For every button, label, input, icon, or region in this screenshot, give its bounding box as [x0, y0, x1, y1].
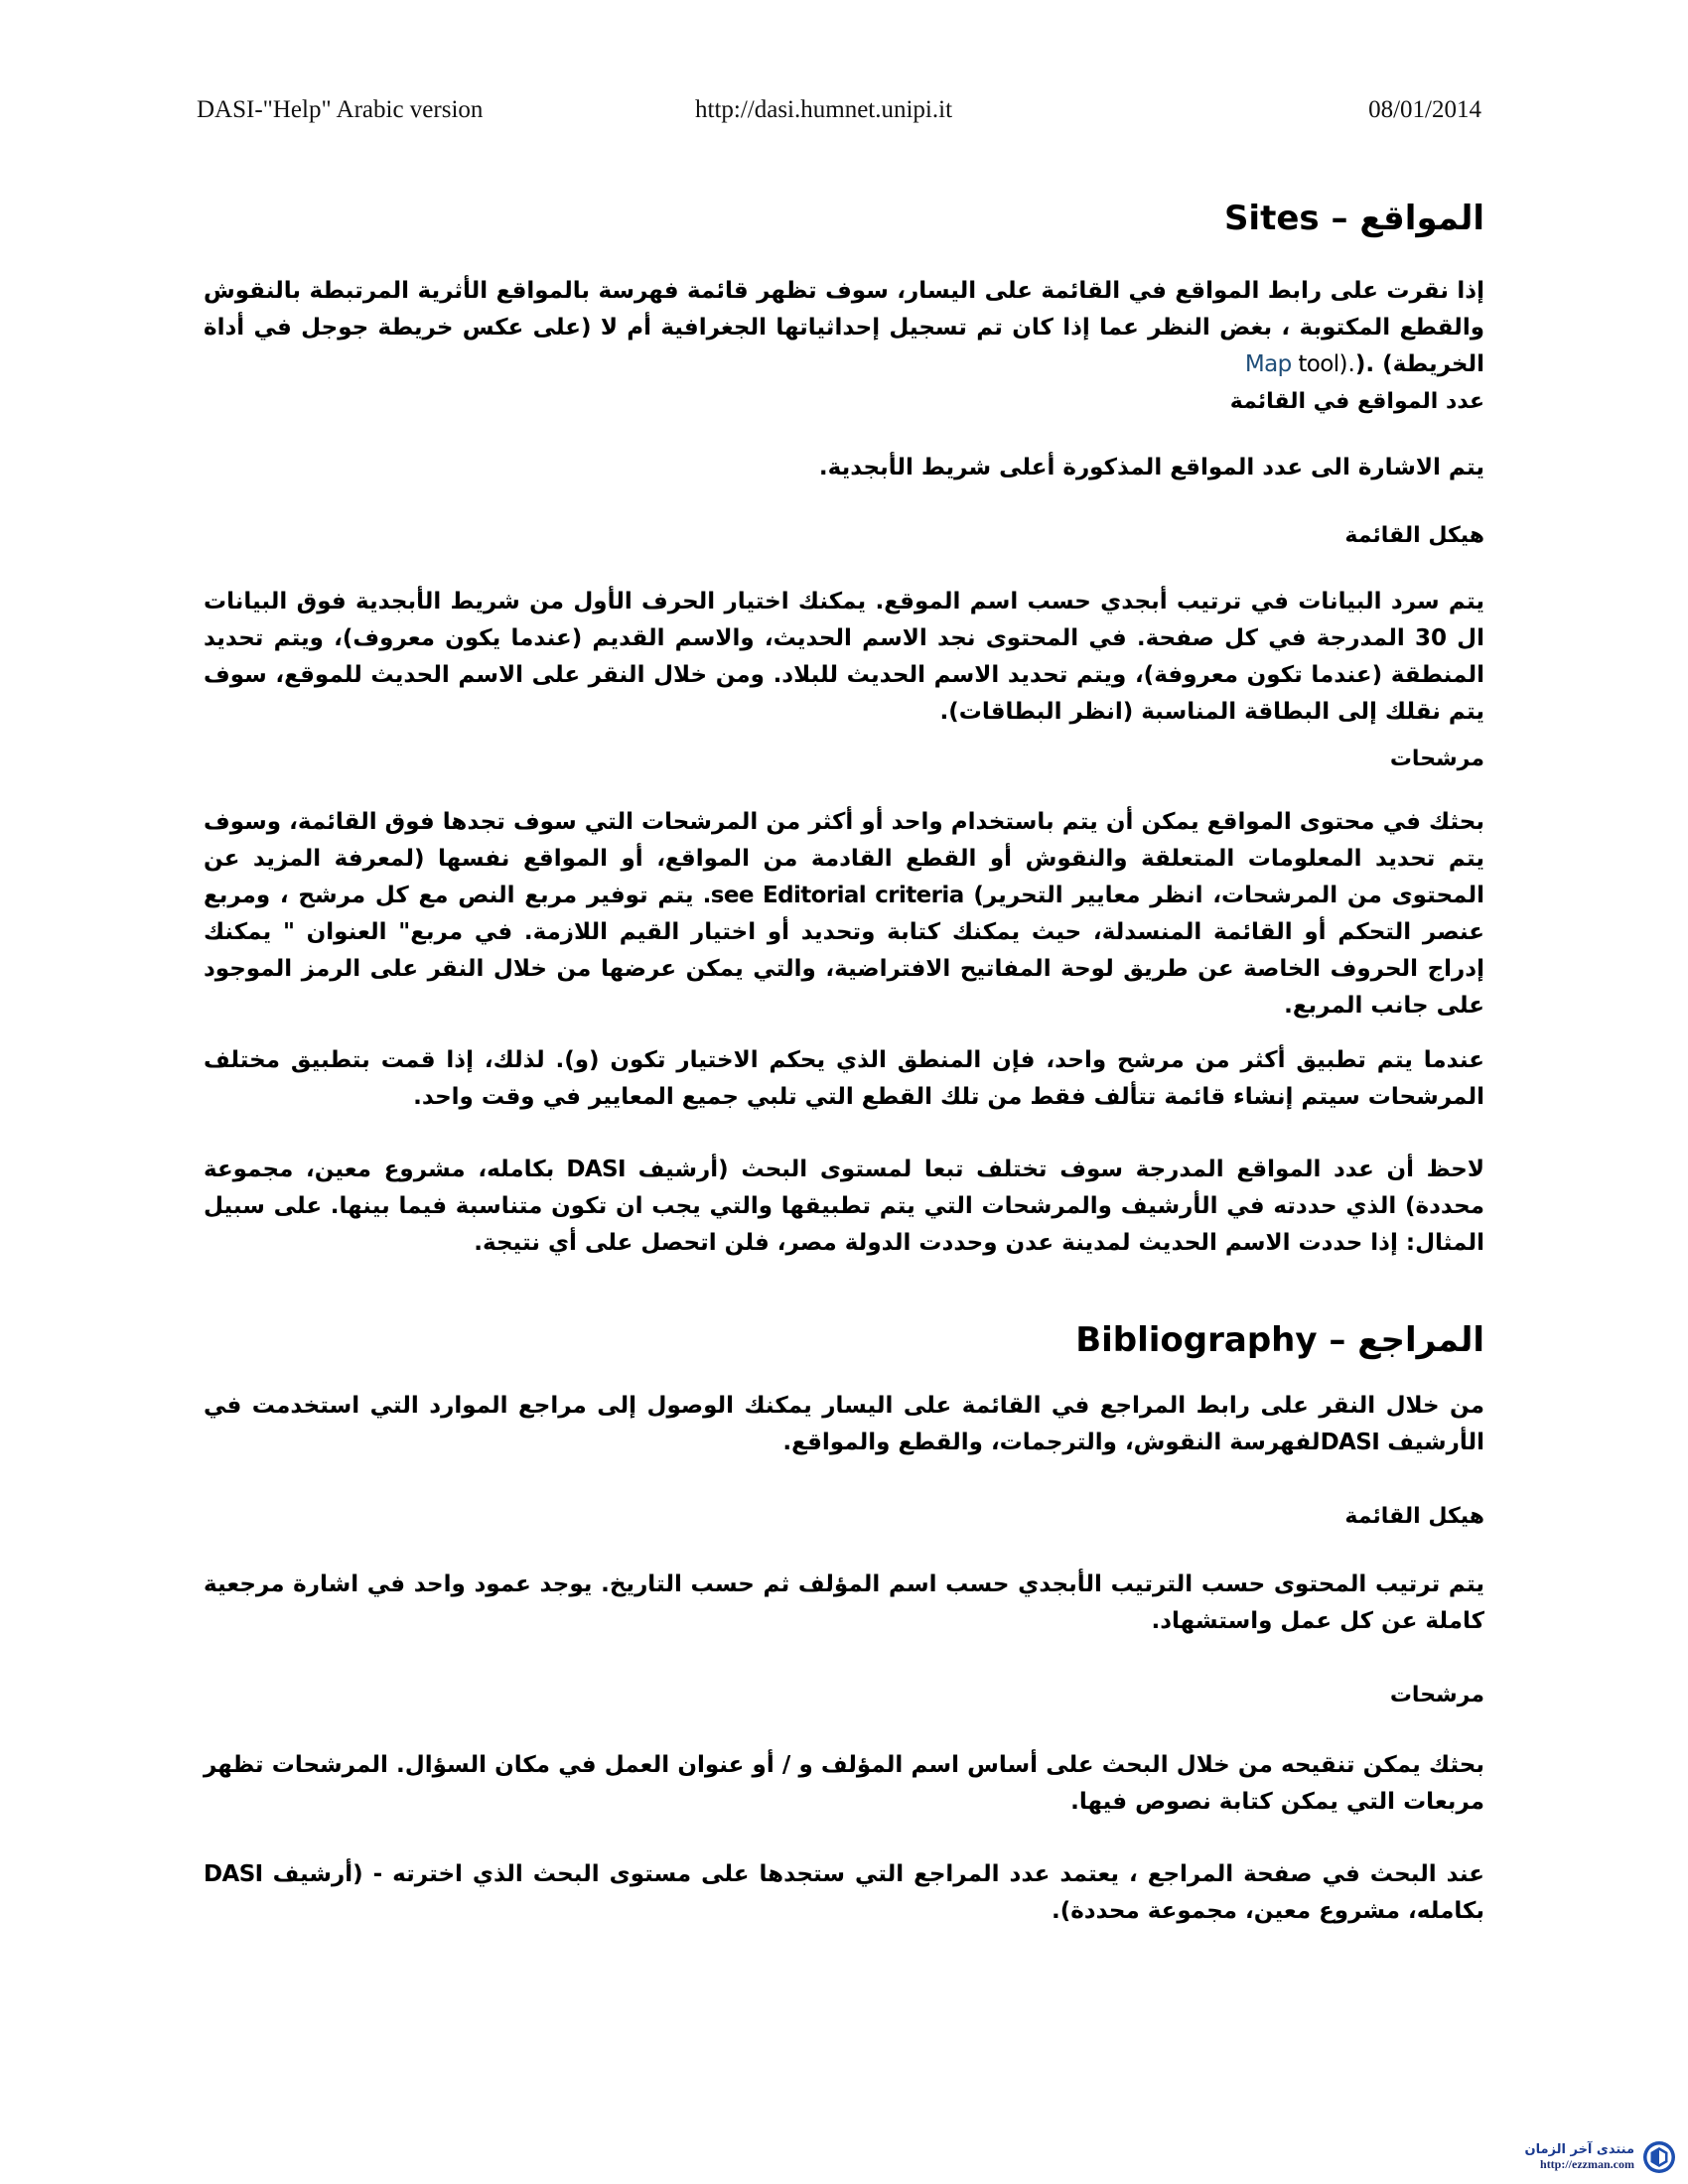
bib-filters-heading-block [204, 1676, 1484, 1715]
bib-structure-heading: هيكل القائمة [1344, 1504, 1484, 1529]
bib-filters-text-2-block [204, 1856, 1484, 1930]
bib-structure-heading-block [204, 1497, 1484, 1537]
watermark-url: http://ezzman.com [1540, 2157, 1634, 2171]
bib-filters-text-2: عند البحث في صفحة المراجع ، يعتمد عدد المراجع التي ستجدها على مستوى البحث الذي اخترته - (أرشيف DASI بكامله، مشروع معين، مجموعة محددة). [204, 1861, 1484, 1924]
bibliography-title: المراجع – Bibliography [1075, 1320, 1484, 1360]
count-heading: عدد المواقع في القائمة [1229, 389, 1484, 414]
header-doc-title: DASI-"Help" Arabic version [197, 96, 484, 123]
bibliography-section [204, 1310, 1484, 1370]
sites-intro-tail: tool). [1291, 351, 1355, 377]
sites-filters-heading-block [204, 740, 1484, 779]
sites-intro [204, 273, 1484, 383]
sites-filters-text-3-block [204, 1152, 1484, 1262]
count-text-block [204, 450, 1484, 486]
bib-filters-heading: مرشحات [1389, 1683, 1484, 1707]
hexagon-logo-icon [1642, 2140, 1676, 2174]
sites-structure-text: يتم سرد البيانات في ترتيب أبجدي حسب اسم الموقع. يمكنك اختيار الحرف الأول من شريط الأبجدية فوق البيانات ال 30 المدرجة في كل صفحة. في المحتوى نجد الاسم الحديث، والاسم القديم (عندما يكون معروف)، ويتم تحديد المنطقة (عندما تكون معروفة)، ويتم تحديد الاسم الحديث للبلاد. ومن خلال النقر على الاسم الحديث للموقع، سوف يتم نقلك إلى البطاقة المناسبة (انظر البطاقات). [204, 589, 1484, 725]
sites-structure-heading-block [204, 516, 1484, 556]
map-tool-link[interactable]: Map [1244, 351, 1292, 377]
count-heading-block [204, 382, 1484, 422]
bibliography-intro-block [204, 1388, 1484, 1461]
forum-watermark [1525, 2140, 1677, 2174]
sites-intro-text: إذا نقرت على رابط المواقع في القائمة على اليسار، سوف تظهر قائمة فهرسة بالمواقع الأثرية المرتبطة بالنقوش والقطع المكتوبة ، بغض النظر عما إذا كان تم تسجيل إحداثياتها الجغرافية أم لا (على عكس خريطة جوجل في أداة الخريطة) .( [204, 278, 1484, 377]
bib-filters-text-1-block [204, 1747, 1484, 1821]
sites-filters-text-1: بحثك في محتوى المواقع يمكن أن يتم باستخدام واحد أو أكثر من المرشحات التي سوف تجدها فوق القائمة، وسوف يتم تحديد المعلومات المتعلقة والنقوش أو القطع القادمة من المواقع، أو المواقع نفسها (لمعرفة المزيد عن المحتوى من المرشحات، انظر معايير التحرير) see Editorial criteria. يتم توفير مربع النص مع كل مرشح ، ومربع عنصر التحكم أو القائمة المنسدلة، حيث يمكنك كتابة وتحديد أو اختيار القيم اللازمة. في مربع" العنوان " يمكنك إدراج الحروف الخاصة عن طريق لوحة المفاتيح الافتراضية، والتي يمكن عرضها من خلال النقر على الرمز الموجود على جانب المربع. [204, 809, 1484, 1019]
bibliography-intro: من خلال النقر على رابط المراجع في القائمة على اليسار يمكنك الوصول إلى مراجع الموارد التي استخدمت في الأرشيف DASIلفهرسة النقوش، والترجمات، والقطع والمواقع. [204, 1393, 1484, 1455]
sites-section [204, 189, 1484, 248]
sites-filters-text-2: عندما يتم تطبيق أكثر من مرشح واحد، فإن المنطق الذي يحكم الاختيار تكون (و). لذلك، إذا قمت بتطبيق مختلف المرشحات سيتم إنشاء قائمة تتألف فقط من تلك القطع التي تلبي جميع المعايير في وقت واحد. [204, 1047, 1484, 1110]
sites-filters-heading: مرشحات [1389, 747, 1484, 771]
sites-filters-text-1-block [204, 804, 1484, 1024]
watermark-forum-name: منتدى آخر الزمان [1524, 2142, 1634, 2157]
header-url: http://dasi.humnet.unipi.it [695, 96, 953, 123]
header-date: 08/01/2014 [1368, 96, 1481, 123]
bib-structure-text-block [204, 1567, 1484, 1640]
bib-filters-text-1: بحثك يمكن تنقيحه من خلال البحث على أساس اسم المؤلف و / أو عنوان العمل في مكان السؤال. المرشحات تظهر مربعات التي يمكن كتابة نصوص فيها. [204, 1752, 1484, 1815]
sites-filters-text-3: لاحظ أن عدد المواقع المدرجة سوف تختلف تبعا لمستوى البحث (أرشيف DASI بكامله، مشروع معين، مجموعة محددة) الذي حددته في الأرشيف والمرشحات التي يتم تطبيقها والتي يجب ان تكون متناسبة فيما بينها. على سبيل المثال: إذا حددت الاسم الحديث لمدينة عدن وحددت الدولة مصر، فلن اتحصل على أي نتيجة. [204, 1157, 1484, 1256]
bib-structure-text: يتم ترتيب المحتوى حسب الترتيب الأبجدي حسب اسم المؤلف ثم حسب التاريخ. يوجد عمود واحد في اشارة مرجعية كاملة عن كل عمل واستشهاد. [204, 1571, 1484, 1634]
sites-structure-heading: هيكل القائمة [1344, 523, 1484, 548]
count-text: يتم الاشارة الى عدد المواقع المذكورة أعلى شريط الأبجدية. [818, 455, 1484, 480]
sites-structure-text-block [204, 584, 1484, 731]
sites-title: المواقع – Sites [1223, 199, 1484, 238]
sites-filters-text-2-block [204, 1042, 1484, 1116]
